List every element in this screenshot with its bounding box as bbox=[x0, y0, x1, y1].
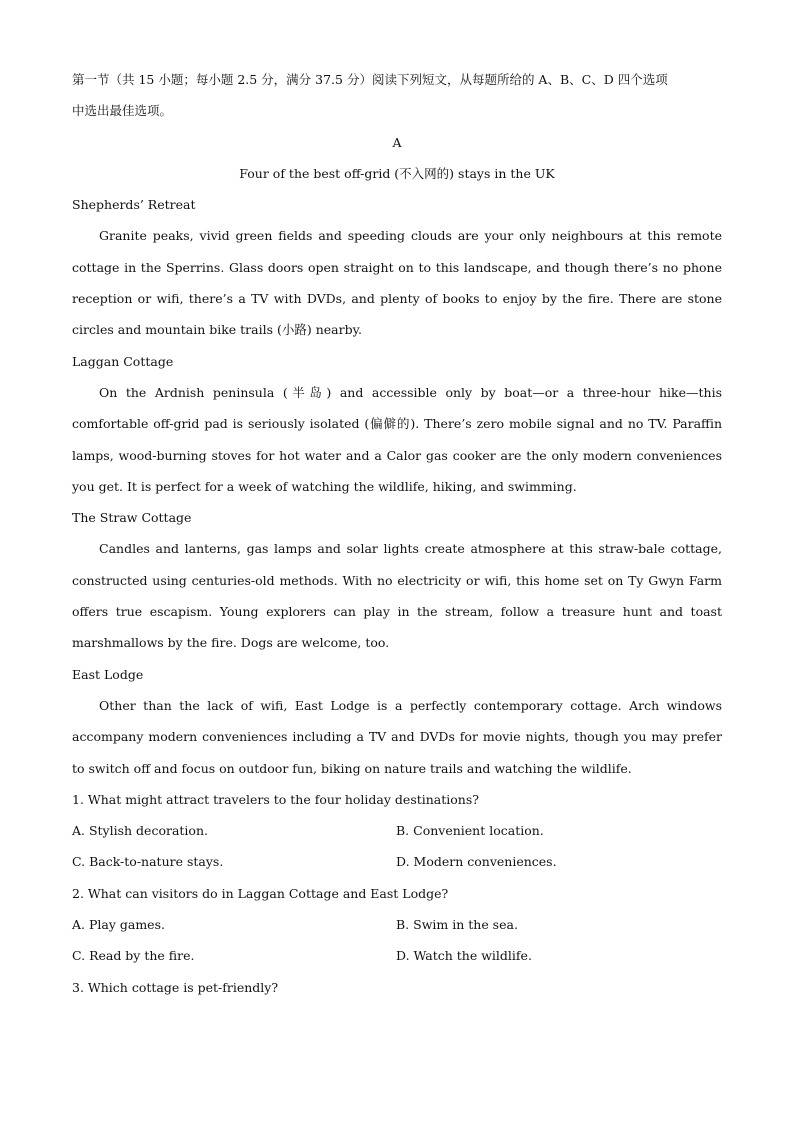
question-2-option-b[interactable]: B. Swim in the sea. bbox=[396, 917, 518, 933]
entry-body-shepherds-retreat: Granite peaks, vivid green fields and speeding clouds are your only neighbours at this remote cottage in the Sperrins. Glass doors open straight on to this landscape, and though there’s no phone reception or wifi, there’s a TV with DVDs, and plenty of books to enjoy by the fire. There are stone circles and mountain bike trails (小路) nearby. bbox=[72, 228, 722, 338]
entry-heading-shepherds-retreat: Shepherds’ Retreat bbox=[72, 197, 196, 213]
question-1-stem: 1. What might attract travelers to the four holiday destinations? bbox=[72, 791, 479, 807]
question-1-option-c[interactable]: C. Back-to-nature stays. bbox=[72, 854, 224, 870]
question-1-option-b[interactable]: B. Convenient location. bbox=[396, 823, 544, 839]
entry-body-laggan-cottage: On the Ardnish peninsula (半岛) and accessible only by boat—or a three-hour hike—this comfortable off-grid pad is seriously isolated (偏僻的). There’s zero mobile signal and no TV. Paraffin lamps, wood-burning stoves for hot water and a Calor gas cooker are the only modern conveniences you get. It is perfect for a week of watching the wildlife, hiking, and swimming. bbox=[72, 384, 722, 494]
entry-body-east-lodge: Other than the lack of wifi, East Lodge is a perfectly contemporary cottage. Arch windows accompany modern conveniences including a TV and DVDs for movie nights, though you may prefer to switch off and focus on outdoor fun, biking on nature trails and watching the wildlife. bbox=[72, 697, 722, 776]
question-2-option-a[interactable]: A. Play games. bbox=[72, 917, 165, 933]
question-1-options-row-2 bbox=[72, 846, 722, 877]
question-2-options-row-1 bbox=[72, 909, 722, 940]
question-2-options-row-2 bbox=[72, 940, 722, 971]
instructions-line-1: 第一节（共 15 小题；每小题 2.5 分，满分 37.5 分）阅读下列短文，从每题所给的 A、B、C、D 四个选项 bbox=[72, 72, 668, 87]
question-1-options-row-1 bbox=[72, 815, 722, 846]
question-1-option-a[interactable]: A. Stylish decoration. bbox=[72, 823, 208, 839]
section-letter: A bbox=[392, 134, 402, 150]
question-2-stem: 2. What can visitors do in Laggan Cottage and East Lodge? bbox=[72, 885, 449, 901]
exam-page bbox=[72, 64, 722, 1003]
question-2-option-c[interactable]: C. Read by the fire. bbox=[72, 948, 195, 964]
entry-heading-straw-cottage: The Straw Cottage bbox=[72, 510, 192, 526]
passage-title: Four of the best off-grid (不入网的) stays in the UK bbox=[239, 165, 555, 181]
question-2-option-d[interactable]: D. Watch the wildlife. bbox=[396, 948, 532, 964]
instructions-line-2: 中选出最佳选项。 bbox=[72, 103, 173, 119]
entry-heading-laggan-cottage: Laggan Cottage bbox=[72, 353, 174, 369]
entry-heading-east-lodge: East Lodge bbox=[72, 666, 144, 682]
question-3-stem: 3. Which cottage is pet-friendly? bbox=[72, 979, 279, 995]
question-1-option-d[interactable]: D. Modern conveniences. bbox=[396, 854, 557, 870]
entry-body-straw-cottage: Candles and lanterns, gas lamps and solar lights create atmosphere at this straw-bale cottage, constructed using centuries-old methods. With no electricity or wifi, this home set on Ty Gwyn Farm offers true escapism. Young explorers can play in the stream, follow a treasure hunt and toast marshmallows by the fire. Dogs are welcome, too. bbox=[72, 541, 722, 651]
